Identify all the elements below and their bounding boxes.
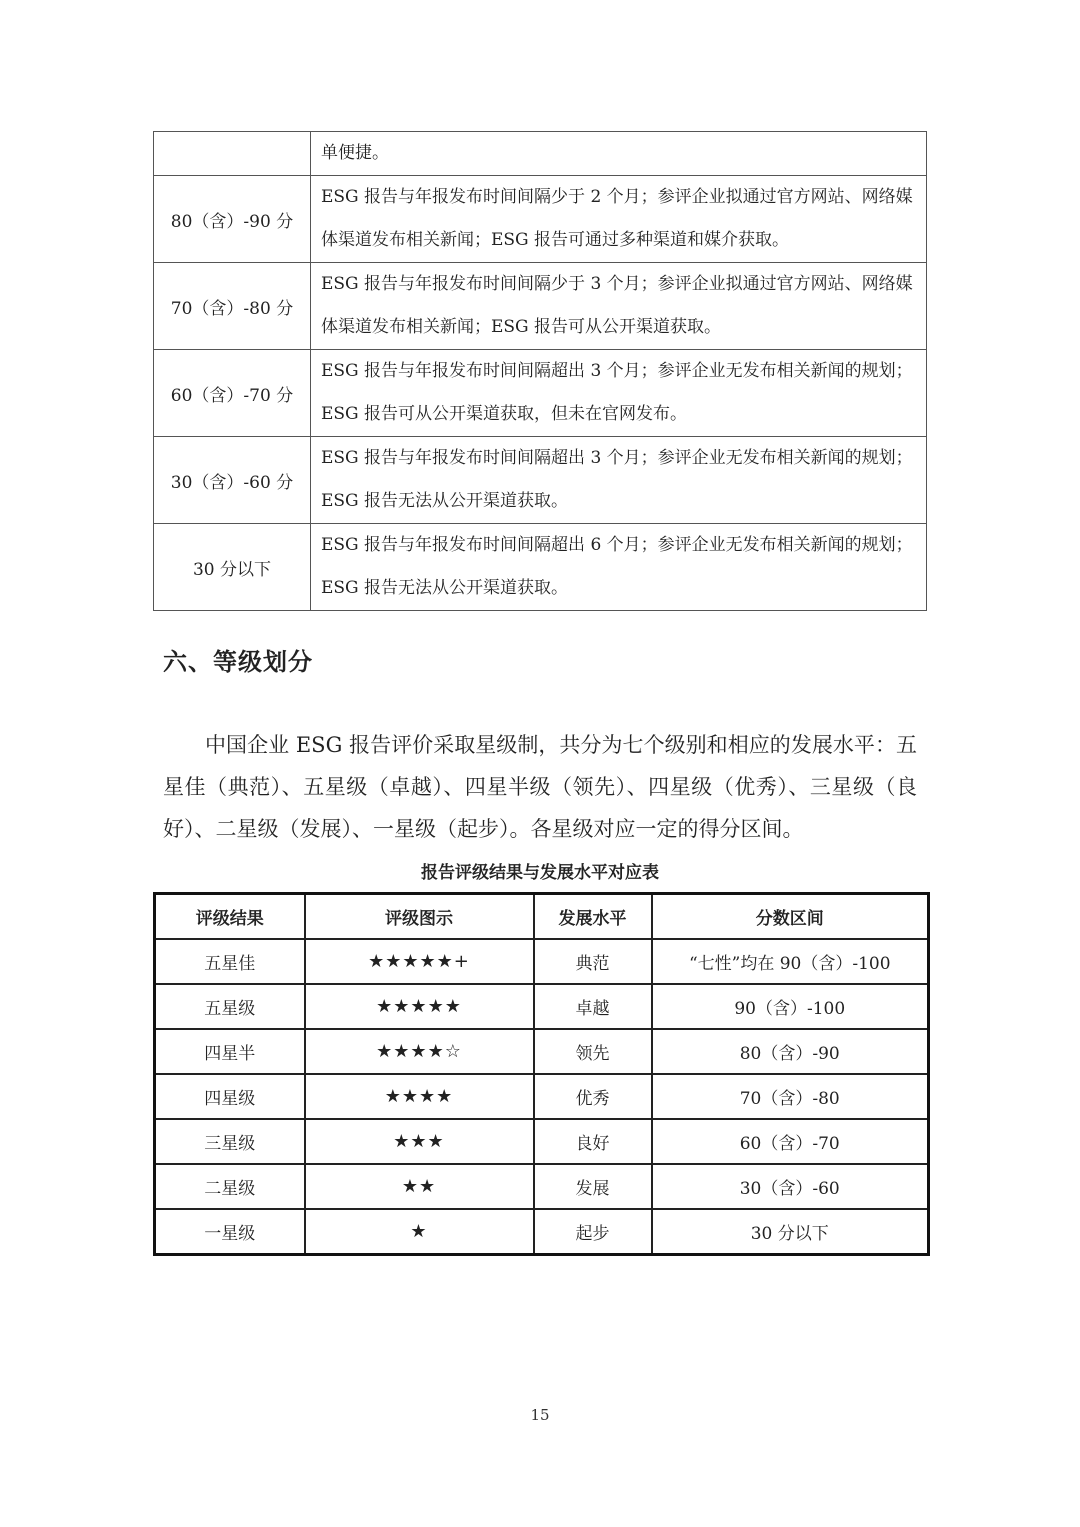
star-rating-icon: ★★★★★+ bbox=[305, 939, 534, 984]
score-range-cell: 60（含）-70 分 bbox=[154, 350, 311, 437]
table-row bbox=[154, 263, 927, 350]
header-rating-result: 评级结果 bbox=[155, 894, 305, 940]
score-description-cell: 单便捷。 bbox=[311, 132, 927, 176]
intro-paragraph: 中国企业 ESG 报告评价采取星级制，共分为七个级别和相应的发展水平：五星佳（典范）、五星级（卓越）、四星半级（领先）、四星级（优秀）、三星级（良好）、二星级（发展）、一星级（起步）。各星级对应一定的得分区间。 bbox=[163, 733, 917, 841]
score-description-cell: ESG 报告与年报发布时间间隔少于 3 个月；参评企业拟通过官方网站、网络媒体渠道发布相关新闻；ESG 报告可从公开渠道获取。 bbox=[311, 263, 927, 350]
score-description-table bbox=[153, 131, 927, 611]
header-rating-icon: 评级图示 bbox=[305, 894, 534, 940]
rating-result-cell: 四星半 bbox=[155, 1029, 305, 1074]
development-level-cell: 良好 bbox=[534, 1119, 652, 1164]
star-rating-icon: ★★★★★ bbox=[305, 984, 534, 1029]
score-range-cell bbox=[154, 132, 311, 176]
score-description-cell: ESG 报告与年报发布时间间隔少于 2 个月；参评企业拟通过官方网站、网络媒体渠道发布相关新闻；ESG 报告可通过多种渠道和媒介获取。 bbox=[311, 176, 927, 263]
table-row bbox=[154, 132, 927, 176]
development-level-cell: 起步 bbox=[534, 1209, 652, 1255]
development-level-cell: 发展 bbox=[534, 1164, 652, 1209]
table-row bbox=[155, 1164, 929, 1209]
table-row bbox=[155, 1074, 929, 1119]
score-range-cell: 70（含）-80 bbox=[652, 1074, 929, 1119]
score-range-cell: 80（含）-90 分 bbox=[154, 176, 311, 263]
table-row bbox=[155, 1029, 929, 1074]
star-rating-icon: ★ bbox=[305, 1209, 534, 1255]
star-rating-icon: ★★★ bbox=[305, 1119, 534, 1164]
rating-result-cell: 五星佳 bbox=[155, 939, 305, 984]
table-header-row bbox=[155, 894, 929, 940]
table-row bbox=[154, 176, 927, 263]
score-description-cell: ESG 报告与年报发布时间间隔超出 3 个月；参评企业无发布相关新闻的规划；ESG 报告可从公开渠道获取，但未在官网发布。 bbox=[311, 350, 927, 437]
table-row bbox=[155, 1119, 929, 1164]
table-row bbox=[154, 350, 927, 437]
table-row bbox=[155, 939, 929, 984]
page-number: 15 bbox=[530, 1406, 550, 1424]
star-rating-icon: ★★★★☆ bbox=[305, 1029, 534, 1074]
table-row bbox=[154, 524, 927, 611]
score-range-cell: 30 分以下 bbox=[154, 524, 311, 611]
star-rating-icon: ★★ bbox=[305, 1164, 534, 1209]
rating-result-cell: 二星级 bbox=[155, 1164, 305, 1209]
table-row bbox=[155, 984, 929, 1029]
rating-result-cell: 一星级 bbox=[155, 1209, 305, 1255]
score-range-cell: 90（含）-100 bbox=[652, 984, 929, 1029]
rating-result-cell: 四星级 bbox=[155, 1074, 305, 1119]
header-score-range: 分数区间 bbox=[652, 894, 929, 940]
section-heading: 六、等级划分 bbox=[163, 648, 313, 676]
development-level-cell: 优秀 bbox=[534, 1074, 652, 1119]
score-description-cell: ESG 报告与年报发布时间间隔超出 6 个月；参评企业无发布相关新闻的规划；ESG 报告无法从公开渠道获取。 bbox=[311, 524, 927, 611]
development-level-cell: 领先 bbox=[534, 1029, 652, 1074]
star-rating-icon: ★★★★ bbox=[305, 1074, 534, 1119]
score-range-cell: 30（含）-60 bbox=[652, 1164, 929, 1209]
score-range-cell: 70（含）-80 分 bbox=[154, 263, 311, 350]
header-development-level: 发展水平 bbox=[534, 894, 652, 940]
score-range-cell: “七性”均在 90（含）-100 bbox=[652, 939, 929, 984]
rating-result-cell: 五星级 bbox=[155, 984, 305, 1029]
score-range-cell: 60（含）-70 bbox=[652, 1119, 929, 1164]
table-caption: 报告评级结果与发展水平对应表 bbox=[421, 863, 659, 883]
score-range-cell: 30（含）-60 分 bbox=[154, 437, 311, 524]
table-row bbox=[154, 437, 927, 524]
score-range-cell: 30 分以下 bbox=[652, 1209, 929, 1255]
development-level-cell: 卓越 bbox=[534, 984, 652, 1029]
score-range-cell: 80（含）-90 bbox=[652, 1029, 929, 1074]
table-row bbox=[155, 1209, 929, 1255]
rating-result-cell: 三星级 bbox=[155, 1119, 305, 1164]
development-level-cell: 典范 bbox=[534, 939, 652, 984]
rating-table bbox=[153, 892, 930, 1256]
score-description-cell: ESG 报告与年报发布时间间隔超出 3 个月；参评企业无发布相关新闻的规划；ESG 报告无法从公开渠道获取。 bbox=[311, 437, 927, 524]
